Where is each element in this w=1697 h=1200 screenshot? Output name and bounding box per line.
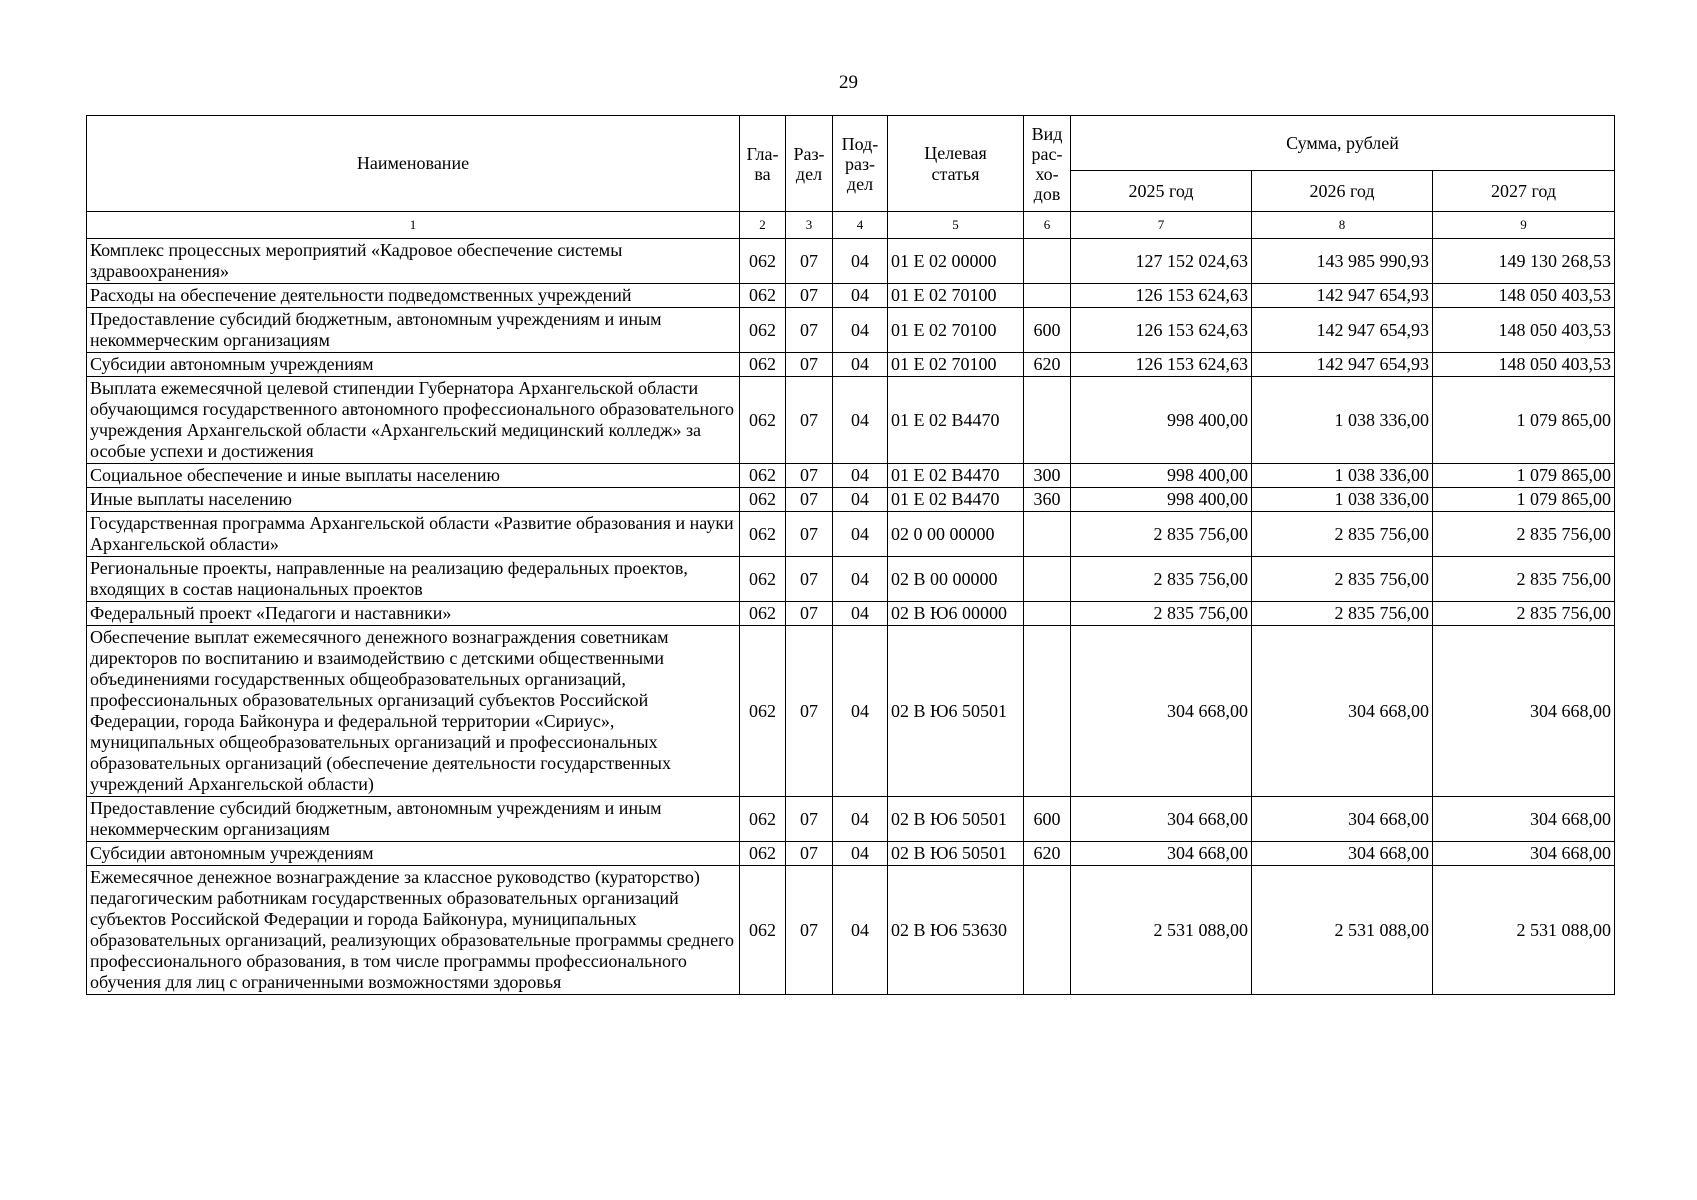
row-amount-2027: 1 079 865,00 (1433, 464, 1615, 488)
row-amount-2026: 1 038 336,00 (1252, 377, 1433, 464)
row-glava: 062 (740, 239, 786, 284)
row-vid-rashodov (1024, 557, 1071, 602)
row-podrazdel: 04 (833, 512, 888, 557)
table-row (87, 353, 1615, 377)
row-podrazdel: 04 (833, 488, 888, 512)
page-number: 29 (839, 72, 858, 93)
row-amount-2025: 304 668,00 (1071, 797, 1252, 842)
row-vid-rashodov (1024, 377, 1071, 464)
row-podrazdel: 04 (833, 377, 888, 464)
row-vid-rashodov (1024, 626, 1071, 797)
row-amount-2026: 143 985 990,93 (1252, 239, 1433, 284)
row-vid-rashodov (1024, 866, 1071, 995)
row-tselevaya-statya: 02 В Ю6 50501 (888, 626, 1024, 797)
row-amount-2025: 2 835 756,00 (1071, 557, 1252, 602)
row-vid-rashodov: 300 (1024, 464, 1071, 488)
row-vid-rashodov: 620 (1024, 842, 1071, 866)
row-name: Комплекс процессных мероприятий «Кадровое обеспечение системы здравоохранения» (87, 239, 740, 284)
row-glava: 062 (740, 557, 786, 602)
table-row (87, 308, 1615, 353)
row-razdel: 07 (786, 377, 833, 464)
column-number: 3 (786, 212, 833, 239)
row-podrazdel: 04 (833, 797, 888, 842)
header-year-2027: 2027 год (1433, 171, 1615, 212)
column-numbers-row (87, 212, 1615, 239)
row-razdel: 07 (786, 464, 833, 488)
row-amount-2026: 304 668,00 (1252, 797, 1433, 842)
row-razdel: 07 (786, 842, 833, 866)
row-vid-rashodov: 620 (1024, 353, 1071, 377)
row-podrazdel: 04 (833, 626, 888, 797)
row-razdel: 07 (786, 284, 833, 308)
row-name: Расходы на обеспечение деятельности подведомственных учреждений (87, 284, 740, 308)
row-razdel: 07 (786, 557, 833, 602)
row-vid-rashodov (1024, 602, 1071, 626)
row-name: Предоставление субсидий бюджетным, автономным учреждениям и иным некоммерческим организациям (87, 308, 740, 353)
row-amount-2026: 1 038 336,00 (1252, 488, 1433, 512)
table-row (87, 626, 1615, 797)
row-glava: 062 (740, 488, 786, 512)
row-amount-2025: 998 400,00 (1071, 377, 1252, 464)
table-row (87, 842, 1615, 866)
row-razdel: 07 (786, 488, 833, 512)
header-name: Наименование (87, 116, 740, 212)
column-number: 8 (1252, 212, 1433, 239)
row-tselevaya-statya: 02 0 00 00000 (888, 512, 1024, 557)
row-amount-2026: 304 668,00 (1252, 842, 1433, 866)
row-amount-2025: 304 668,00 (1071, 842, 1252, 866)
row-amount-2025: 2 531 088,00 (1071, 866, 1252, 995)
row-amount-2025: 998 400,00 (1071, 488, 1252, 512)
row-razdel: 07 (786, 797, 833, 842)
row-amount-2027: 2 835 756,00 (1433, 602, 1615, 626)
table-body (87, 239, 1615, 995)
table-row (87, 866, 1615, 995)
header-podrazdel: Под- раз- дел (833, 116, 888, 212)
row-amount-2026: 304 668,00 (1252, 626, 1433, 797)
budget-table (86, 115, 1615, 995)
row-tselevaya-statya: 01 Е 02 00000 (888, 239, 1024, 284)
row-amount-2026: 2 835 756,00 (1252, 557, 1433, 602)
row-podrazdel: 04 (833, 284, 888, 308)
row-amount-2025: 126 153 624,63 (1071, 353, 1252, 377)
row-amount-2027: 2 531 088,00 (1433, 866, 1615, 995)
row-podrazdel: 04 (833, 353, 888, 377)
row-razdel: 07 (786, 626, 833, 797)
row-tselevaya-statya: 02 В Ю6 50501 (888, 842, 1024, 866)
row-glava: 062 (740, 626, 786, 797)
row-vid-rashodov (1024, 284, 1071, 308)
row-amount-2027: 304 668,00 (1433, 797, 1615, 842)
row-amount-2027: 1 079 865,00 (1433, 377, 1615, 464)
row-amount-2027: 149 130 268,53 (1433, 239, 1615, 284)
row-name: Выплата ежемесячной целевой стипендии Губернатора Архангельской области обучающимся государственного автономного профессионального образовательного учреждения Архангельской области «Архангельский медицинский колледж» за особые успехи и достижения (87, 377, 740, 464)
row-razdel: 07 (786, 308, 833, 353)
row-tselevaya-statya: 01 Е 02 70100 (888, 353, 1024, 377)
table-row (87, 557, 1615, 602)
column-number: 5 (888, 212, 1024, 239)
row-vid-rashodov: 600 (1024, 308, 1071, 353)
row-tselevaya-statya: 02 В Ю6 50501 (888, 797, 1024, 842)
row-podrazdel: 04 (833, 239, 888, 284)
row-amount-2025: 2 835 756,00 (1071, 602, 1252, 626)
row-name: Федеральный проект «Педагоги и наставники» (87, 602, 740, 626)
row-name: Ежемесячное денежное вознаграждение за классное руководство (кураторство) педагогическим работникам государственных образовательных организаций субъектов Российской Федерации и города Байконура, муниципальных образовательных организаций, реализующих образовательные программы среднего профессионального образования, в том числе программы профессионального обучения для лиц с ограниченными возможностями здоровья (87, 866, 740, 995)
row-amount-2025: 127 152 024,63 (1071, 239, 1252, 284)
table-row (87, 512, 1615, 557)
column-number: 9 (1433, 212, 1615, 239)
row-amount-2026: 1 038 336,00 (1252, 464, 1433, 488)
row-tselevaya-statya: 01 Е 02 В4470 (888, 488, 1024, 512)
row-razdel: 07 (786, 602, 833, 626)
row-amount-2027: 148 050 403,53 (1433, 308, 1615, 353)
row-amount-2027: 2 835 756,00 (1433, 557, 1615, 602)
row-amount-2026: 2 531 088,00 (1252, 866, 1433, 995)
row-razdel: 07 (786, 353, 833, 377)
row-amount-2027: 148 050 403,53 (1433, 284, 1615, 308)
row-amount-2026: 142 947 654,93 (1252, 284, 1433, 308)
row-amount-2025: 2 835 756,00 (1071, 512, 1252, 557)
header-summa: Сумма, рублей (1071, 116, 1615, 171)
row-tselevaya-statya: 01 Е 02 В4470 (888, 464, 1024, 488)
column-number: 2 (740, 212, 786, 239)
row-podrazdel: 04 (833, 464, 888, 488)
row-podrazdel: 04 (833, 557, 888, 602)
row-glava: 062 (740, 866, 786, 995)
row-amount-2026: 2 835 756,00 (1252, 602, 1433, 626)
row-vid-rashodov (1024, 512, 1071, 557)
row-glava: 062 (740, 308, 786, 353)
row-vid-rashodov (1024, 239, 1071, 284)
column-number: 7 (1071, 212, 1252, 239)
row-glava: 062 (740, 353, 786, 377)
row-razdel: 07 (786, 239, 833, 284)
row-podrazdel: 04 (833, 842, 888, 866)
table-row (87, 488, 1615, 512)
column-number: 6 (1024, 212, 1071, 239)
row-name: Предоставление субсидий бюджетным, автономным учреждениям и иным некоммерческим организациям (87, 797, 740, 842)
row-amount-2027: 1 079 865,00 (1433, 488, 1615, 512)
row-amount-2025: 304 668,00 (1071, 626, 1252, 797)
row-glava: 062 (740, 377, 786, 464)
row-glava: 062 (740, 842, 786, 866)
row-name: Субсидии автономным учреждениям (87, 842, 740, 866)
header-razdel: Раз- дел (786, 116, 833, 212)
row-glava: 062 (740, 602, 786, 626)
row-amount-2027: 304 668,00 (1433, 842, 1615, 866)
row-tselevaya-statya: 01 Е 02 70100 (888, 308, 1024, 353)
row-glava: 062 (740, 464, 786, 488)
header-year-2026: 2026 год (1252, 171, 1433, 212)
row-name: Региональные проекты, направленные на реализацию федеральных проектов, входящих в состав национальных проектов (87, 557, 740, 602)
row-tselevaya-statya: 01 Е 02 В4470 (888, 377, 1024, 464)
header-glava: Гла- ва (740, 116, 786, 212)
table-header (87, 116, 1615, 239)
row-amount-2026: 142 947 654,93 (1252, 308, 1433, 353)
row-amount-2025: 998 400,00 (1071, 464, 1252, 488)
row-vid-rashodov: 600 (1024, 797, 1071, 842)
row-name: Государственная программа Архангельской области «Развитие образования и науки Архангельской области» (87, 512, 740, 557)
row-glava: 062 (740, 284, 786, 308)
table-row (87, 239, 1615, 284)
row-tselevaya-statya: 02 В Ю6 53630 (888, 866, 1024, 995)
table-row (87, 602, 1615, 626)
row-name: Субсидии автономным учреждениям (87, 353, 740, 377)
row-podrazdel: 04 (833, 866, 888, 995)
row-amount-2025: 126 153 624,63 (1071, 308, 1252, 353)
row-vid-rashodov: 360 (1024, 488, 1071, 512)
row-name: Обеспечение выплат ежемесячного денежного вознаграждения советникам директоров по воспитанию и взаимодействию с детскими общественными объединениями государственных общеобразовательных организаций, профессиональных образовательных организаций субъектов Российской Федерации, города Байконура и федеральной территории «Сириус», муниципальных общеобразовательных организаций и профессиональных образовательных организаций (обеспечение деятельности государственных учреждений Архангельской области) (87, 626, 740, 797)
row-amount-2026: 2 835 756,00 (1252, 512, 1433, 557)
row-amount-2027: 304 668,00 (1433, 626, 1615, 797)
row-amount-2027: 148 050 403,53 (1433, 353, 1615, 377)
row-name: Иные выплаты населению (87, 488, 740, 512)
row-tselevaya-statya: 01 Е 02 70100 (888, 284, 1024, 308)
row-amount-2025: 126 153 624,63 (1071, 284, 1252, 308)
row-amount-2026: 142 947 654,93 (1252, 353, 1433, 377)
row-name: Социальное обеспечение и иные выплаты населению (87, 464, 740, 488)
table-row (87, 284, 1615, 308)
header-tselevaya-statya: Целевая статья (888, 116, 1024, 212)
header-year-2025: 2025 год (1071, 171, 1252, 212)
table-row (87, 797, 1615, 842)
row-glava: 062 (740, 797, 786, 842)
row-glava: 062 (740, 512, 786, 557)
row-razdel: 07 (786, 866, 833, 995)
row-podrazdel: 04 (833, 308, 888, 353)
table-row (87, 464, 1615, 488)
row-tselevaya-statya: 02 В 00 00000 (888, 557, 1024, 602)
header-vid-rashodov: Вид рас- хо- дов (1024, 116, 1071, 212)
row-amount-2027: 2 835 756,00 (1433, 512, 1615, 557)
row-tselevaya-statya: 02 В Ю6 00000 (888, 602, 1024, 626)
column-number: 1 (87, 212, 740, 239)
row-razdel: 07 (786, 512, 833, 557)
table-row (87, 377, 1615, 464)
row-podrazdel: 04 (833, 602, 888, 626)
column-number: 4 (833, 212, 888, 239)
